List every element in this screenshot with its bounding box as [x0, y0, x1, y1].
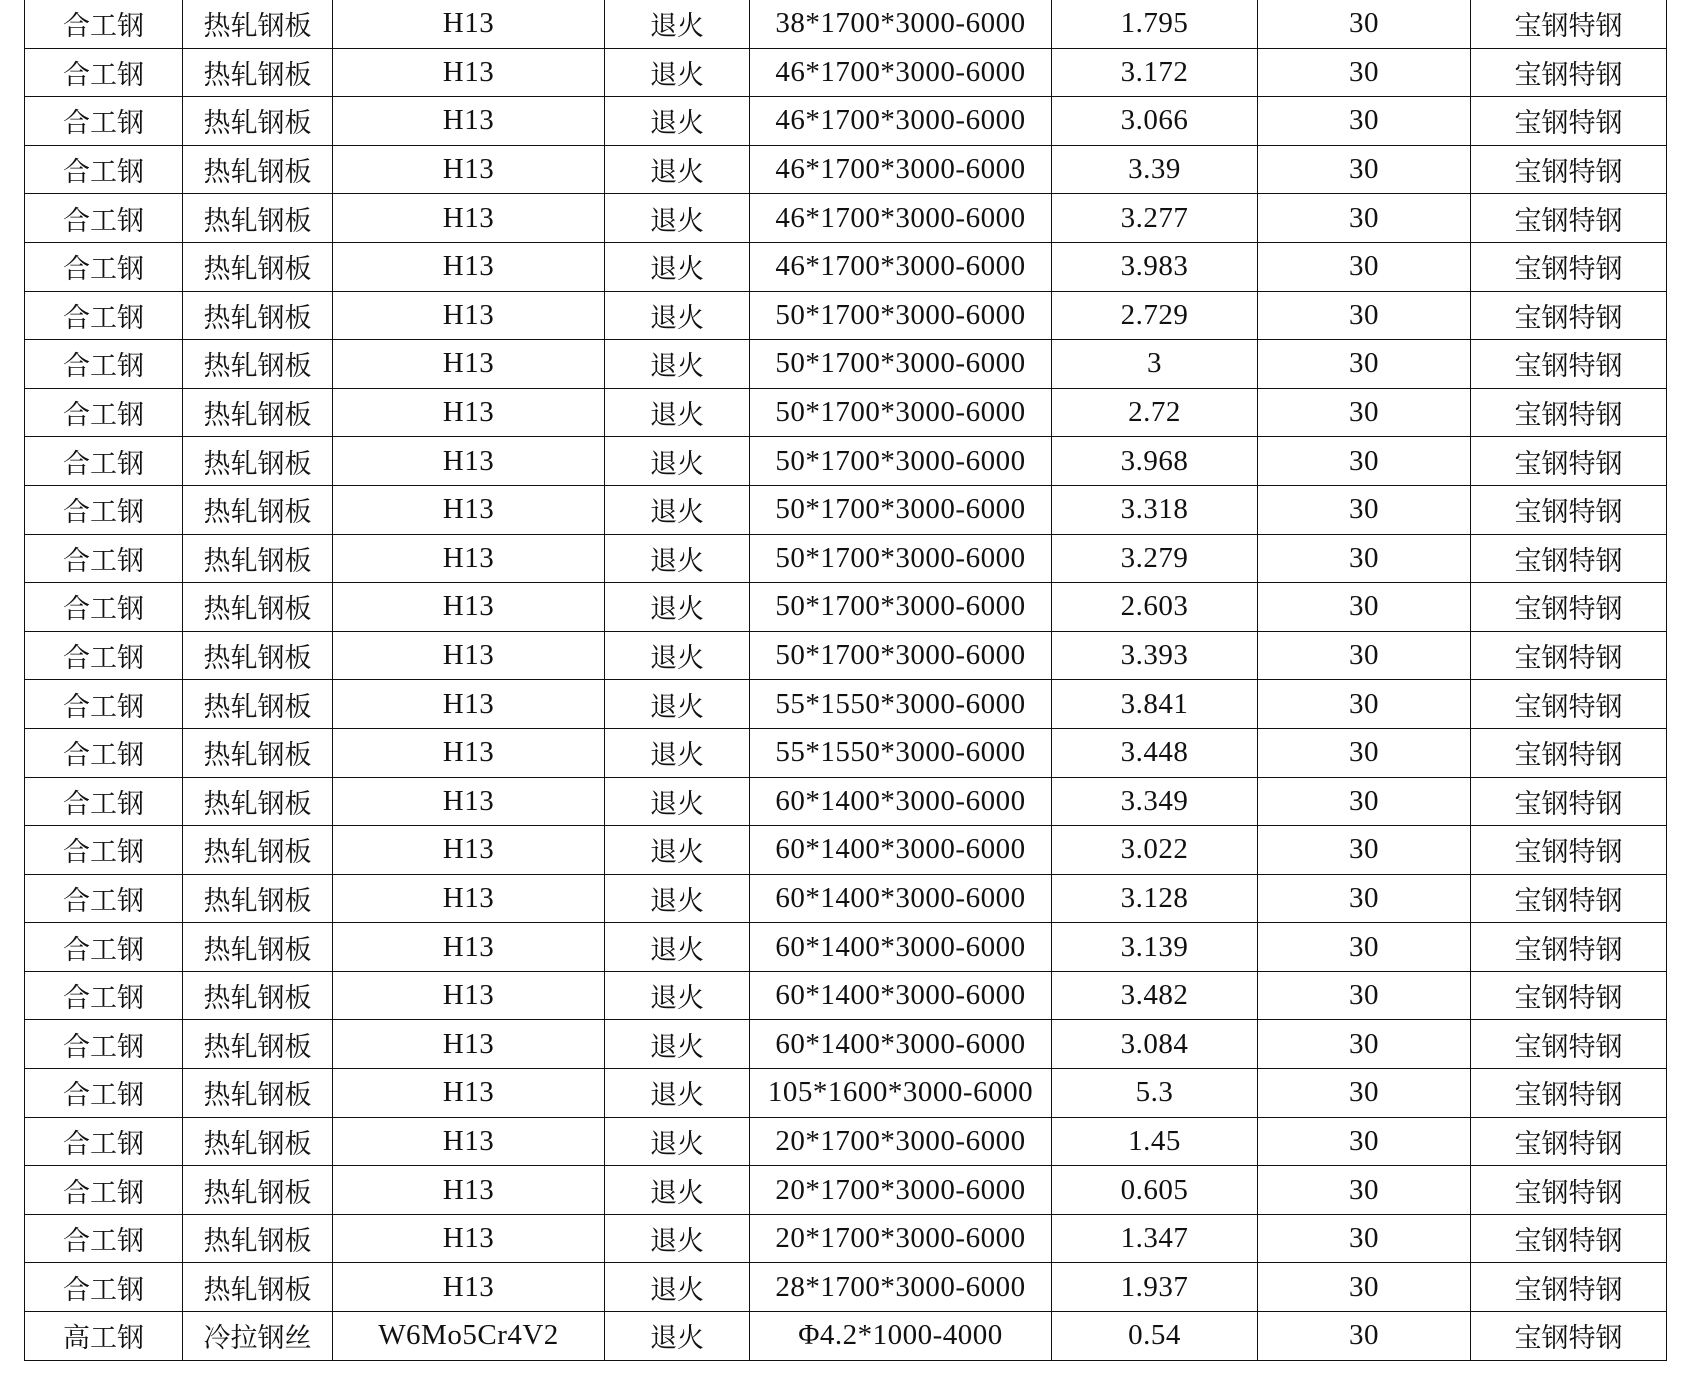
table-row — [25, 242, 1667, 291]
cell-manufacturer: 宝钢特钢 — [1471, 1166, 1667, 1215]
cell-manufacturer: 宝钢特钢 — [1471, 583, 1667, 632]
cell-grade: H13 — [333, 194, 605, 243]
cell-category: 合工钢 — [25, 0, 183, 48]
cell-weight: 3.983 — [1052, 242, 1258, 291]
cell-spec: 46*1700*3000-6000 — [750, 242, 1052, 291]
cell-quantity: 30 — [1258, 971, 1471, 1020]
cell-treatment: 退火 — [605, 826, 750, 875]
cell-grade: H13 — [333, 48, 605, 97]
cell-grade: H13 — [333, 1117, 605, 1166]
cell-weight: 3.128 — [1052, 874, 1258, 923]
cell-manufacturer: 宝钢特钢 — [1471, 1214, 1667, 1263]
cell-manufacturer: 宝钢特钢 — [1471, 534, 1667, 583]
cell-spec: 60*1400*3000-6000 — [750, 826, 1052, 875]
table-row — [25, 826, 1667, 875]
cell-quantity: 30 — [1258, 437, 1471, 486]
cell-spec: 46*1700*3000-6000 — [750, 48, 1052, 97]
cell-quantity: 30 — [1258, 1214, 1471, 1263]
cell-spec: 50*1700*3000-6000 — [750, 583, 1052, 632]
cell-treatment: 退火 — [605, 1263, 750, 1312]
cell-manufacturer: 宝钢特钢 — [1471, 631, 1667, 680]
cell-spec: 50*1700*3000-6000 — [750, 388, 1052, 437]
table-row — [25, 923, 1667, 972]
cell-quantity: 30 — [1258, 0, 1471, 48]
table-row — [25, 1069, 1667, 1118]
cell-category: 合工钢 — [25, 145, 183, 194]
cell-weight: 3.279 — [1052, 534, 1258, 583]
cell-grade: H13 — [333, 923, 605, 972]
cell-treatment: 退火 — [605, 340, 750, 389]
cell-category: 合工钢 — [25, 291, 183, 340]
cell-manufacturer: 宝钢特钢 — [1471, 1312, 1667, 1361]
cell-category: 合工钢 — [25, 485, 183, 534]
cell-category: 合工钢 — [25, 1214, 183, 1263]
cell-treatment: 退火 — [605, 1117, 750, 1166]
cell-manufacturer: 宝钢特钢 — [1471, 1263, 1667, 1312]
cell-weight: 1.795 — [1052, 0, 1258, 48]
cell-manufacturer: 宝钢特钢 — [1471, 145, 1667, 194]
cell-quantity: 30 — [1258, 340, 1471, 389]
cell-manufacturer: 宝钢特钢 — [1471, 1117, 1667, 1166]
cell-spec: 50*1700*3000-6000 — [750, 437, 1052, 486]
cell-product: 热轧钢板 — [183, 1117, 333, 1166]
cell-spec: 55*1550*3000-6000 — [750, 728, 1052, 777]
cell-category: 合工钢 — [25, 1263, 183, 1312]
cell-grade: H13 — [333, 1069, 605, 1118]
cell-treatment: 退火 — [605, 728, 750, 777]
cell-weight: 1.937 — [1052, 1263, 1258, 1312]
cell-category: 合工钢 — [25, 534, 183, 583]
cell-treatment: 退火 — [605, 534, 750, 583]
cell-spec: 50*1700*3000-6000 — [750, 291, 1052, 340]
cell-quantity: 30 — [1258, 923, 1471, 972]
cell-treatment: 退火 — [605, 388, 750, 437]
cell-category: 合工钢 — [25, 923, 183, 972]
cell-quantity: 30 — [1258, 1069, 1471, 1118]
cell-product: 冷拉钢丝 — [183, 1312, 333, 1361]
cell-product: 热轧钢板 — [183, 631, 333, 680]
cell-grade: H13 — [333, 583, 605, 632]
cell-product: 热轧钢板 — [183, 0, 333, 48]
cell-grade: H13 — [333, 777, 605, 826]
cell-quantity: 30 — [1258, 1263, 1471, 1312]
cell-spec: 60*1400*3000-6000 — [750, 874, 1052, 923]
cell-product: 热轧钢板 — [183, 388, 333, 437]
cell-product: 热轧钢板 — [183, 1166, 333, 1215]
cell-category: 合工钢 — [25, 971, 183, 1020]
cell-product: 热轧钢板 — [183, 194, 333, 243]
table-row — [25, 48, 1667, 97]
cell-product: 热轧钢板 — [183, 291, 333, 340]
table-row — [25, 1214, 1667, 1263]
cell-quantity: 30 — [1258, 1166, 1471, 1215]
cell-category: 合工钢 — [25, 388, 183, 437]
cell-spec: 105*1600*3000-6000 — [750, 1069, 1052, 1118]
cell-spec: 46*1700*3000-6000 — [750, 194, 1052, 243]
cell-spec: 60*1400*3000-6000 — [750, 1020, 1052, 1069]
cell-treatment: 退火 — [605, 583, 750, 632]
cell-weight: 2.72 — [1052, 388, 1258, 437]
cell-product: 热轧钢板 — [183, 728, 333, 777]
table-row — [25, 340, 1667, 389]
cell-category: 合工钢 — [25, 728, 183, 777]
cell-treatment: 退火 — [605, 485, 750, 534]
cell-product: 热轧钢板 — [183, 826, 333, 875]
cell-grade: H13 — [333, 826, 605, 875]
cell-spec: 50*1700*3000-6000 — [750, 631, 1052, 680]
cell-category: 合工钢 — [25, 437, 183, 486]
cell-product: 热轧钢板 — [183, 242, 333, 291]
cell-grade: H13 — [333, 1020, 605, 1069]
cell-manufacturer: 宝钢特钢 — [1471, 194, 1667, 243]
cell-weight: 2.729 — [1052, 291, 1258, 340]
table-row — [25, 97, 1667, 146]
cell-grade: H13 — [333, 388, 605, 437]
cell-weight: 5.3 — [1052, 1069, 1258, 1118]
cell-product: 热轧钢板 — [183, 534, 333, 583]
cell-grade: H13 — [333, 145, 605, 194]
cell-treatment: 退火 — [605, 0, 750, 48]
cell-manufacturer: 宝钢特钢 — [1471, 242, 1667, 291]
table-body — [25, 0, 1667, 1360]
cell-treatment: 退火 — [605, 145, 750, 194]
table-row — [25, 680, 1667, 729]
cell-manufacturer: 宝钢特钢 — [1471, 874, 1667, 923]
cell-manufacturer: 宝钢特钢 — [1471, 971, 1667, 1020]
cell-treatment: 退火 — [605, 680, 750, 729]
cell-quantity: 30 — [1258, 242, 1471, 291]
cell-grade: H13 — [333, 680, 605, 729]
cell-category: 合工钢 — [25, 631, 183, 680]
cell-grade: H13 — [333, 97, 605, 146]
cell-treatment: 退火 — [605, 48, 750, 97]
cell-quantity: 30 — [1258, 728, 1471, 777]
cell-product: 热轧钢板 — [183, 680, 333, 729]
cell-treatment: 退火 — [605, 631, 750, 680]
cell-grade: W6Mo5Cr4V2 — [333, 1312, 605, 1361]
cell-quantity: 30 — [1258, 1020, 1471, 1069]
table-row — [25, 728, 1667, 777]
cell-manufacturer: 宝钢特钢 — [1471, 388, 1667, 437]
table-row — [25, 291, 1667, 340]
cell-spec: 20*1700*3000-6000 — [750, 1117, 1052, 1166]
cell-treatment: 退火 — [605, 971, 750, 1020]
table-row — [25, 777, 1667, 826]
cell-weight: 3.393 — [1052, 631, 1258, 680]
cell-manufacturer: 宝钢特钢 — [1471, 777, 1667, 826]
table-row — [25, 1117, 1667, 1166]
cell-spec: 60*1400*3000-6000 — [750, 971, 1052, 1020]
cell-grade: H13 — [333, 242, 605, 291]
cell-category: 合工钢 — [25, 680, 183, 729]
table-row — [25, 0, 1667, 48]
cell-quantity: 30 — [1258, 1117, 1471, 1166]
cell-grade: H13 — [333, 340, 605, 389]
cell-product: 热轧钢板 — [183, 583, 333, 632]
cell-quantity: 30 — [1258, 1312, 1471, 1361]
cell-weight: 3.022 — [1052, 826, 1258, 875]
table-row — [25, 145, 1667, 194]
cell-category: 合工钢 — [25, 777, 183, 826]
cell-product: 热轧钢板 — [183, 437, 333, 486]
table-row — [25, 1312, 1667, 1361]
table-row — [25, 485, 1667, 534]
cell-product: 热轧钢板 — [183, 97, 333, 146]
cell-grade: H13 — [333, 1263, 605, 1312]
steel-inventory-table — [24, 0, 1667, 1361]
cell-grade: H13 — [333, 971, 605, 1020]
cell-weight: 0.605 — [1052, 1166, 1258, 1215]
cell-manufacturer: 宝钢特钢 — [1471, 48, 1667, 97]
table-row — [25, 534, 1667, 583]
cell-treatment: 退火 — [605, 194, 750, 243]
cell-weight: 3.066 — [1052, 97, 1258, 146]
cell-grade: H13 — [333, 728, 605, 777]
table-row — [25, 583, 1667, 632]
cell-weight: 3 — [1052, 340, 1258, 389]
cell-manufacturer: 宝钢特钢 — [1471, 680, 1667, 729]
table-row — [25, 388, 1667, 437]
cell-manufacturer: 宝钢特钢 — [1471, 923, 1667, 972]
cell-treatment: 退火 — [605, 291, 750, 340]
cell-weight: 2.603 — [1052, 583, 1258, 632]
cell-quantity: 30 — [1258, 826, 1471, 875]
cell-quantity: 30 — [1258, 145, 1471, 194]
cell-grade: H13 — [333, 485, 605, 534]
cell-product: 热轧钢板 — [183, 485, 333, 534]
cell-grade: H13 — [333, 1214, 605, 1263]
cell-treatment: 退火 — [605, 1312, 750, 1361]
cell-quantity: 30 — [1258, 485, 1471, 534]
cell-manufacturer: 宝钢特钢 — [1471, 826, 1667, 875]
cell-treatment: 退火 — [605, 1214, 750, 1263]
cell-spec: 38*1700*3000-6000 — [750, 0, 1052, 48]
cell-manufacturer: 宝钢特钢 — [1471, 340, 1667, 389]
cell-quantity: 30 — [1258, 874, 1471, 923]
cell-weight: 3.139 — [1052, 923, 1258, 972]
cell-spec: 60*1400*3000-6000 — [750, 923, 1052, 972]
cell-spec: 46*1700*3000-6000 — [750, 145, 1052, 194]
cell-weight: 3.277 — [1052, 194, 1258, 243]
cell-treatment: 退火 — [605, 97, 750, 146]
cell-quantity: 30 — [1258, 631, 1471, 680]
cell-treatment: 退火 — [605, 242, 750, 291]
cell-grade: H13 — [333, 631, 605, 680]
cell-category: 高工钢 — [25, 1312, 183, 1361]
cell-product: 热轧钢板 — [183, 48, 333, 97]
cell-treatment: 退火 — [605, 777, 750, 826]
cell-spec: 20*1700*3000-6000 — [750, 1214, 1052, 1263]
cell-category: 合工钢 — [25, 1166, 183, 1215]
cell-spec: 60*1400*3000-6000 — [750, 777, 1052, 826]
cell-quantity: 30 — [1258, 680, 1471, 729]
cell-quantity: 30 — [1258, 534, 1471, 583]
cell-quantity: 30 — [1258, 48, 1471, 97]
cell-category: 合工钢 — [25, 583, 183, 632]
cell-category: 合工钢 — [25, 97, 183, 146]
cell-quantity: 30 — [1258, 194, 1471, 243]
cell-spec: 50*1700*3000-6000 — [750, 340, 1052, 389]
table-row — [25, 1263, 1667, 1312]
cell-quantity: 30 — [1258, 97, 1471, 146]
table-row — [25, 1166, 1667, 1215]
cell-weight: 3.39 — [1052, 145, 1258, 194]
cell-quantity: 30 — [1258, 583, 1471, 632]
cell-weight: 3.448 — [1052, 728, 1258, 777]
cell-weight: 3.172 — [1052, 48, 1258, 97]
cell-manufacturer: 宝钢特钢 — [1471, 437, 1667, 486]
cell-treatment: 退火 — [605, 1020, 750, 1069]
cell-treatment: 退火 — [605, 923, 750, 972]
cell-product: 热轧钢板 — [183, 971, 333, 1020]
cell-treatment: 退火 — [605, 874, 750, 923]
cell-spec: 28*1700*3000-6000 — [750, 1263, 1052, 1312]
cell-product: 热轧钢板 — [183, 340, 333, 389]
cell-weight: 3.968 — [1052, 437, 1258, 486]
table-row — [25, 194, 1667, 243]
cell-manufacturer: 宝钢特钢 — [1471, 0, 1667, 48]
cell-product: 热轧钢板 — [183, 777, 333, 826]
cell-weight: 3.318 — [1052, 485, 1258, 534]
cell-weight: 1.45 — [1052, 1117, 1258, 1166]
cell-product: 热轧钢板 — [183, 874, 333, 923]
cell-spec: Φ4.2*1000-4000 — [750, 1312, 1052, 1361]
cell-weight: 0.54 — [1052, 1312, 1258, 1361]
cell-product: 热轧钢板 — [183, 1214, 333, 1263]
cell-grade: H13 — [333, 1166, 605, 1215]
cell-treatment: 退火 — [605, 1069, 750, 1118]
cell-grade: H13 — [333, 437, 605, 486]
cell-manufacturer: 宝钢特钢 — [1471, 291, 1667, 340]
cell-product: 热轧钢板 — [183, 1263, 333, 1312]
cell-product: 热轧钢板 — [183, 1069, 333, 1118]
cell-quantity: 30 — [1258, 291, 1471, 340]
cell-product: 热轧钢板 — [183, 145, 333, 194]
cell-category: 合工钢 — [25, 242, 183, 291]
cell-category: 合工钢 — [25, 1117, 183, 1166]
cell-category: 合工钢 — [25, 874, 183, 923]
cell-weight: 3.841 — [1052, 680, 1258, 729]
cell-grade: H13 — [333, 874, 605, 923]
cell-category: 合工钢 — [25, 1020, 183, 1069]
cell-spec: 50*1700*3000-6000 — [750, 534, 1052, 583]
cell-manufacturer: 宝钢特钢 — [1471, 97, 1667, 146]
cell-grade: H13 — [333, 534, 605, 583]
cell-product: 热轧钢板 — [183, 1020, 333, 1069]
cell-spec: 46*1700*3000-6000 — [750, 97, 1052, 146]
cell-manufacturer: 宝钢特钢 — [1471, 1069, 1667, 1118]
cell-category: 合工钢 — [25, 826, 183, 875]
table-row — [25, 631, 1667, 680]
cell-grade: H13 — [333, 291, 605, 340]
cell-weight: 3.084 — [1052, 1020, 1258, 1069]
table-row — [25, 971, 1667, 1020]
cell-treatment: 退火 — [605, 437, 750, 486]
cell-spec: 50*1700*3000-6000 — [750, 485, 1052, 534]
cell-weight: 1.347 — [1052, 1214, 1258, 1263]
cell-category: 合工钢 — [25, 340, 183, 389]
cell-category: 合工钢 — [25, 1069, 183, 1118]
cell-category: 合工钢 — [25, 48, 183, 97]
table-row — [25, 437, 1667, 486]
cell-quantity: 30 — [1258, 388, 1471, 437]
cell-spec: 55*1550*3000-6000 — [750, 680, 1052, 729]
cell-grade: H13 — [333, 0, 605, 48]
cell-spec: 20*1700*3000-6000 — [750, 1166, 1052, 1215]
table-row — [25, 874, 1667, 923]
cell-category: 合工钢 — [25, 194, 183, 243]
cell-treatment: 退火 — [605, 1166, 750, 1215]
cell-manufacturer: 宝钢特钢 — [1471, 1020, 1667, 1069]
cell-quantity: 30 — [1258, 777, 1471, 826]
cell-manufacturer: 宝钢特钢 — [1471, 485, 1667, 534]
cell-manufacturer: 宝钢特钢 — [1471, 728, 1667, 777]
table-row — [25, 1020, 1667, 1069]
cell-weight: 3.349 — [1052, 777, 1258, 826]
cell-product: 热轧钢板 — [183, 923, 333, 972]
cell-weight: 3.482 — [1052, 971, 1258, 1020]
